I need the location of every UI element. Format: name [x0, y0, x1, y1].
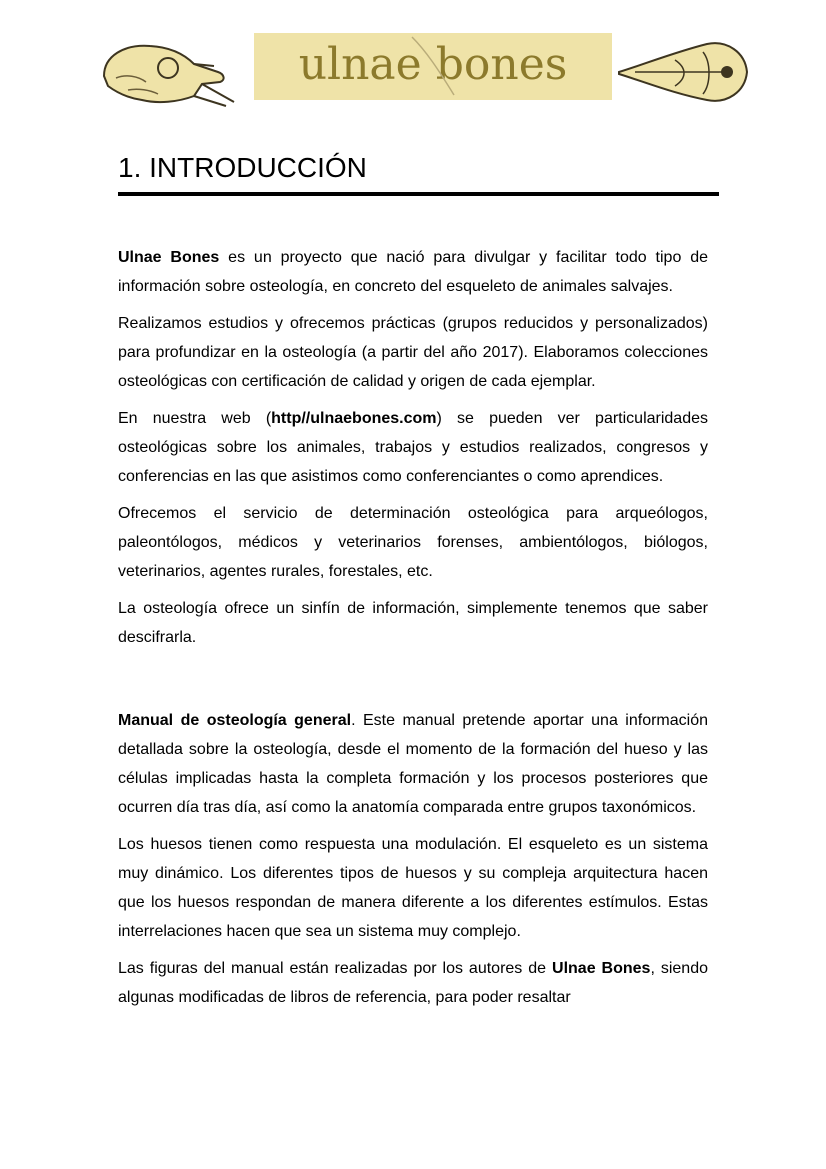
paragraph-text: . Este manual pretende aportar una información detallada sobre la osteología, desde el momento de la formación del hueso y las células implicadas hasta la completa formación y los procesos posteriores que ocurren día tras día, así como la anatomía comparada entre grupos taxonómicos. — [118, 712, 708, 816]
paragraph-text: ) se pueden ver particularidades osteológicas sobre los animales, trabajos y estudios realizados, congresos y conferencias en las que asistimos como conferenciantes o como aprendices. — [118, 410, 709, 485]
title-underline — [118, 192, 719, 196]
skull-top-icon — [615, 38, 750, 108]
quill-icon — [404, 35, 464, 97]
skull-side-icon — [98, 38, 240, 108]
body-text — [118, 243, 708, 1020]
paragraph-text: En nuestra web ( — [118, 410, 272, 427]
paragraph-bones: Los huesos tienen como respuesta una modulación. El esqueleto es un sistema muy dinámico. Los diferentes tipos de huesos y su compleja arquitectura hacen que los huesos respondan de manera diferente a los diferentes estímulos. Estas interrelaciones hacen que sea un sistema muy complejo. — [118, 836, 708, 940]
paragraph-studies: Realizamos estudios y ofrecemos prácticas (grupos reducidos y personalizados) para profundizar en la osteología (a partir del año 2017). Elaboramos colecciones osteológicas con certificación de calidad y origen de cada ejemplar. — [118, 315, 708, 390]
brand-name: Ulnae Bones — [118, 249, 220, 266]
section-title: 1. INTRODUCCIÓN — [118, 152, 367, 183]
paragraph-osteology: La osteología ofrece un sinfín de información, simplemente tenemos que saber descifrarla. — [118, 600, 708, 646]
paragraph-figures — [118, 954, 708, 1012]
paragraph-text: Las figuras del manual están realizadas por los autores de — [118, 960, 553, 977]
paragraph-text: , siendo algunas modificadas de libros de referencia, para poder resaltar — [118, 960, 709, 1006]
website-link[interactable]: http//ulnaebones.com — [271, 410, 437, 427]
logo-text: ulnae bones — [298, 39, 568, 90]
logo — [254, 33, 612, 100]
spacer — [118, 660, 708, 706]
paragraph-services: Ofrecemos el servicio de determinación osteológica para arqueólogos, paleontólogos, médicos y veterinarios forenses, ambientólogos, biólogos, veterinarios, agentes rurales, forestales, etc. — [118, 505, 708, 580]
brand-name: Ulnae Bones — [552, 960, 651, 977]
paragraph-web — [118, 404, 708, 491]
paragraph-text: es un proyecto que nació para divulgar y facilitar todo tipo de información sobre osteología, en concreto del esqueleto de animales salvajes. — [118, 249, 708, 295]
page-header — [0, 30, 826, 110]
paragraph-intro — [118, 243, 708, 301]
manual-title: Manual de osteología general — [118, 712, 352, 729]
paragraph-manual — [118, 706, 708, 822]
